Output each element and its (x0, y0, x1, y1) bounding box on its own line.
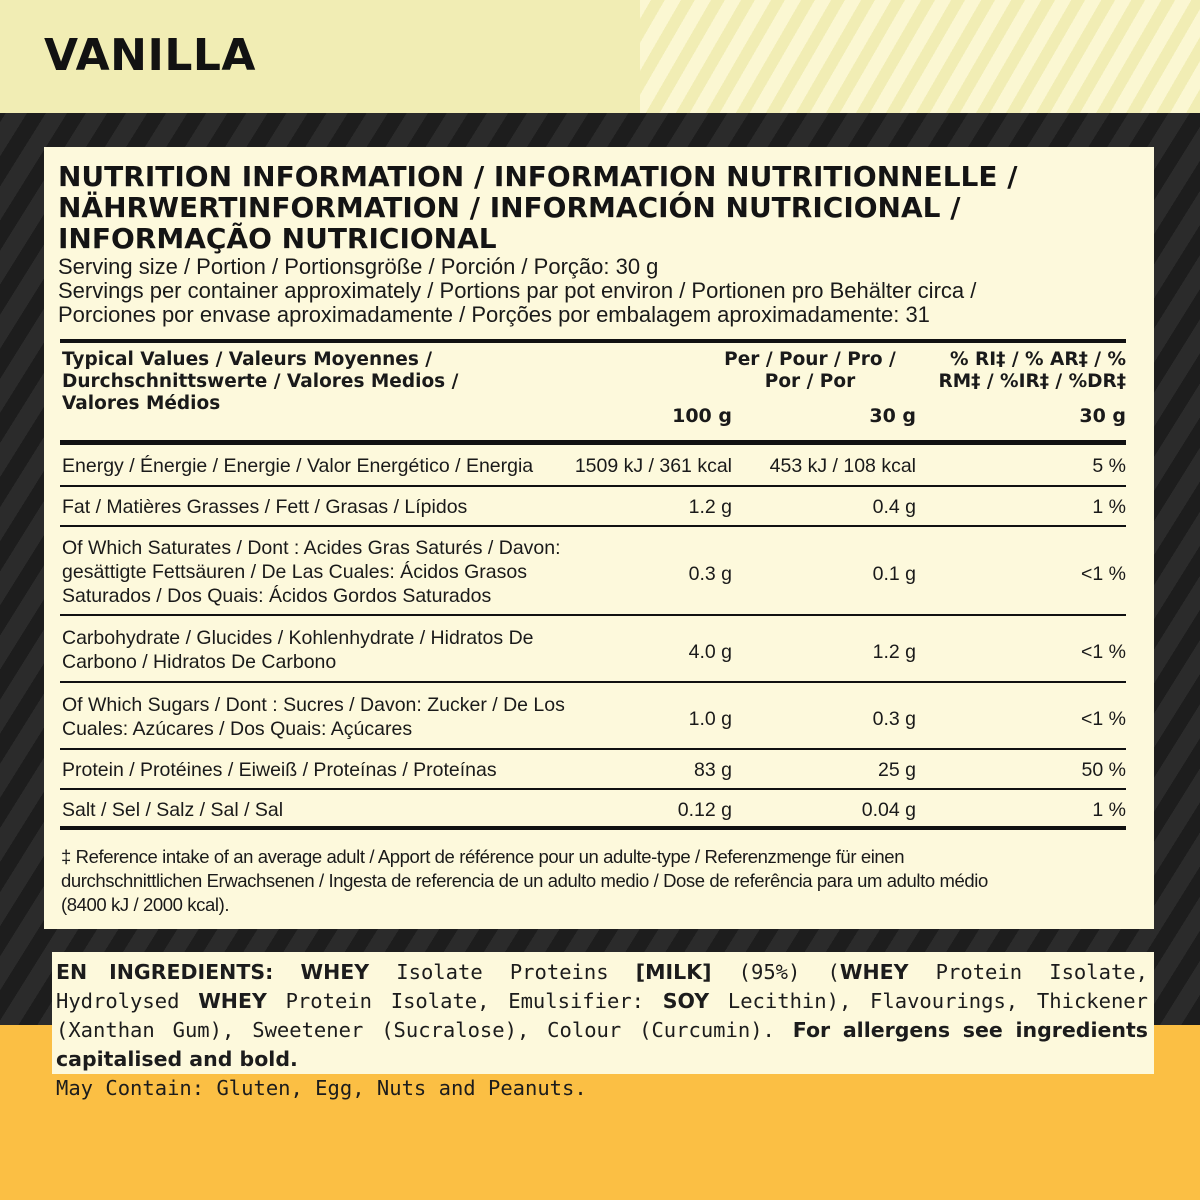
value-per-100g: 1.0 g (688, 707, 732, 730)
nutrient-name-line: Of Which Sugars / Dont : Sucres / Davon: Zucker / De Los (62, 693, 565, 716)
header-col-100g: 100 g (672, 405, 732, 427)
header-ri (926, 349, 1126, 393)
serving-line: Porciones por envase aproximadamente / Porções por embalagem aproximadamente: 31 (58, 302, 930, 327)
footnote-line: ‡ Reference intake of an average adult / Apport de référence pour un adulte-type / Referenzmenge für einen (61, 846, 905, 867)
table-top-rule (60, 339, 1126, 343)
nutrient-name-line: Carbono / Hidratos De Carbono (62, 650, 337, 673)
nutrient-name (62, 798, 622, 822)
table-row (60, 445, 1126, 487)
value-ri: 1 % (1092, 799, 1126, 821)
title-line: NÄHRWERTINFORMATION / INFORMACIÓN NUTRICIONAL / (58, 191, 961, 224)
allergen-milk: [MILK] (635, 960, 712, 984)
allergen-soy: SOY (662, 989, 710, 1013)
serving-line: Servings per container approximately / Portions par pot environ / Portionen pro Behälter circa / (58, 278, 977, 303)
table-row (60, 750, 1126, 790)
header-band (0, 0, 1200, 113)
header-col-ri-30g: 30 g (1079, 405, 1126, 427)
nutrient-name (62, 536, 622, 608)
header-label-line: Typical Values / Valeurs Moyennes / (62, 349, 433, 370)
nutrition-title (58, 161, 1148, 254)
header-label-line: Valores Médios (62, 393, 221, 414)
nutrient-name-line: gesättigte Fettsäuren / De Las Cuales: Ácidos Grasos (62, 560, 527, 583)
value-ri: <1 % (1081, 562, 1126, 585)
nutrient-name-line: Saturados / Dos Quais: Ácidos Gordos Saturados (62, 584, 492, 607)
header-col-30g: 30 g (869, 405, 916, 427)
table-row (60, 790, 1126, 830)
value-per-30g: 0.4 g (872, 496, 916, 518)
value-per-30g: 0.3 g (872, 707, 916, 730)
nutrient-name (62, 758, 622, 782)
value-per-30g: 25 g (878, 759, 916, 781)
table-row (60, 683, 1126, 750)
ingredients-text: Lecithin), Flavourings, Thickener (Xanthan Gum), Sweetener (Sucralose), Colour (Curcumin). (56, 989, 1148, 1042)
value-per-100g: 1.2 g (688, 496, 732, 518)
nutrient-name-line: Of Which Saturates / Dont : Acides Gras Saturés / Davon: (62, 536, 561, 559)
nutrient-name-line: Salt / Sel / Salz / Sal / Sal (62, 799, 284, 821)
value-per-30g: 453 kJ / 108 kcal (769, 455, 916, 477)
value-per-30g: 0.04 g (861, 799, 916, 821)
header-typical-values (62, 349, 582, 415)
table-header (60, 347, 1126, 439)
title-line: INFORMAÇÃO NUTRICIONAL (58, 222, 497, 255)
value-per-100g: 1509 kJ / 361 kcal (574, 455, 732, 477)
value-ri: 1 % (1092, 496, 1126, 518)
header-per-line: Por / Por (764, 371, 856, 392)
header-per (680, 349, 940, 393)
nutrient-name (62, 454, 622, 478)
may-contain: May Contain: Gluten, Egg, Nuts and Peanuts. (56, 1076, 587, 1100)
value-per-30g: 0.1 g (872, 562, 916, 585)
flavour-title: VANILLA (44, 30, 256, 81)
allergen-whey: WHEY (198, 989, 267, 1013)
nutrient-name-line: Fat / Matières Grasses / Fett / Grasas / Lípidos (62, 496, 468, 518)
value-ri: 5 % (1092, 455, 1126, 477)
header-per-line: Per / Pour / Pro / (724, 349, 896, 370)
value-per-100g: 0.3 g (688, 562, 732, 585)
ingredients-text: Isolate Proteins (369, 960, 636, 984)
nutrition-panel (44, 147, 1154, 929)
table-body (60, 445, 1126, 830)
value-per-100g: 4.0 g (688, 640, 732, 663)
ingredients-text: Protein Isolate, Hydrolysed (56, 960, 1148, 1013)
header-ri-line: % RI‡ / % AR‡ / % (950, 349, 1126, 370)
serving-line: Serving size / Portion / Portionsgröße / Porción / Porção: 30 g (58, 254, 659, 279)
nutrient-name (62, 626, 622, 674)
value-ri: <1 % (1081, 640, 1126, 663)
value-ri: <1 % (1081, 707, 1126, 730)
ingredients-label: EN INGREDIENTS: (56, 960, 274, 984)
ingredients-panel (52, 952, 1154, 1100)
header-ri-line: RM‡ / %IR‡ / %DR‡ (938, 371, 1126, 392)
header-label-line: Durchschnittswerte / Valores Medios / (62, 371, 459, 392)
title-line: NUTRITION INFORMATION / INFORMATION NUTRITIONNELLE / (58, 160, 1018, 193)
footnote-line: (8400 kJ / 2000 kcal). (61, 894, 230, 915)
allergen-whey: WHEY (839, 960, 909, 984)
table-row (60, 527, 1126, 616)
value-per-30g: 1.2 g (872, 640, 916, 663)
nutrient-name-line: Energy / Énergie / Energie / Valor Energético / Energia (62, 455, 534, 477)
footnote-line: durchschnittlichen Erwachsenen / Ingesta de referencia de un adulto medio / Dose de referência para um adulto médio (61, 870, 988, 891)
serving-info (58, 255, 1148, 327)
value-ri: 50 % (1081, 759, 1126, 781)
ingredients-text: (95%) ( (711, 960, 840, 984)
header-stripes (640, 0, 1200, 113)
nutrient-name-line: Cuales: Azúcares / Dos Quais: Açúcares (62, 717, 413, 740)
footnote (61, 845, 1141, 917)
value-per-100g: 0.12 g (677, 799, 732, 821)
table-row (60, 616, 1126, 683)
ingredients-text: Protein Isolate, Emulsifier: (266, 989, 663, 1013)
nutrient-name (62, 495, 622, 519)
nutrient-name-line: Protein / Protéines / Eiweiß / Proteínas / Proteínas (62, 759, 497, 781)
value-per-100g: 83 g (694, 759, 732, 781)
allergen-whey: WHEY (300, 960, 370, 984)
allergen-note: For allergens see ingredients capitalised and bold. (56, 1018, 1148, 1071)
nutrient-name-line: Carbohydrate / Glucides / Kohlenhydrate / Hidratos De (62, 626, 534, 649)
table-row (60, 487, 1126, 527)
nutrient-name (62, 693, 622, 741)
